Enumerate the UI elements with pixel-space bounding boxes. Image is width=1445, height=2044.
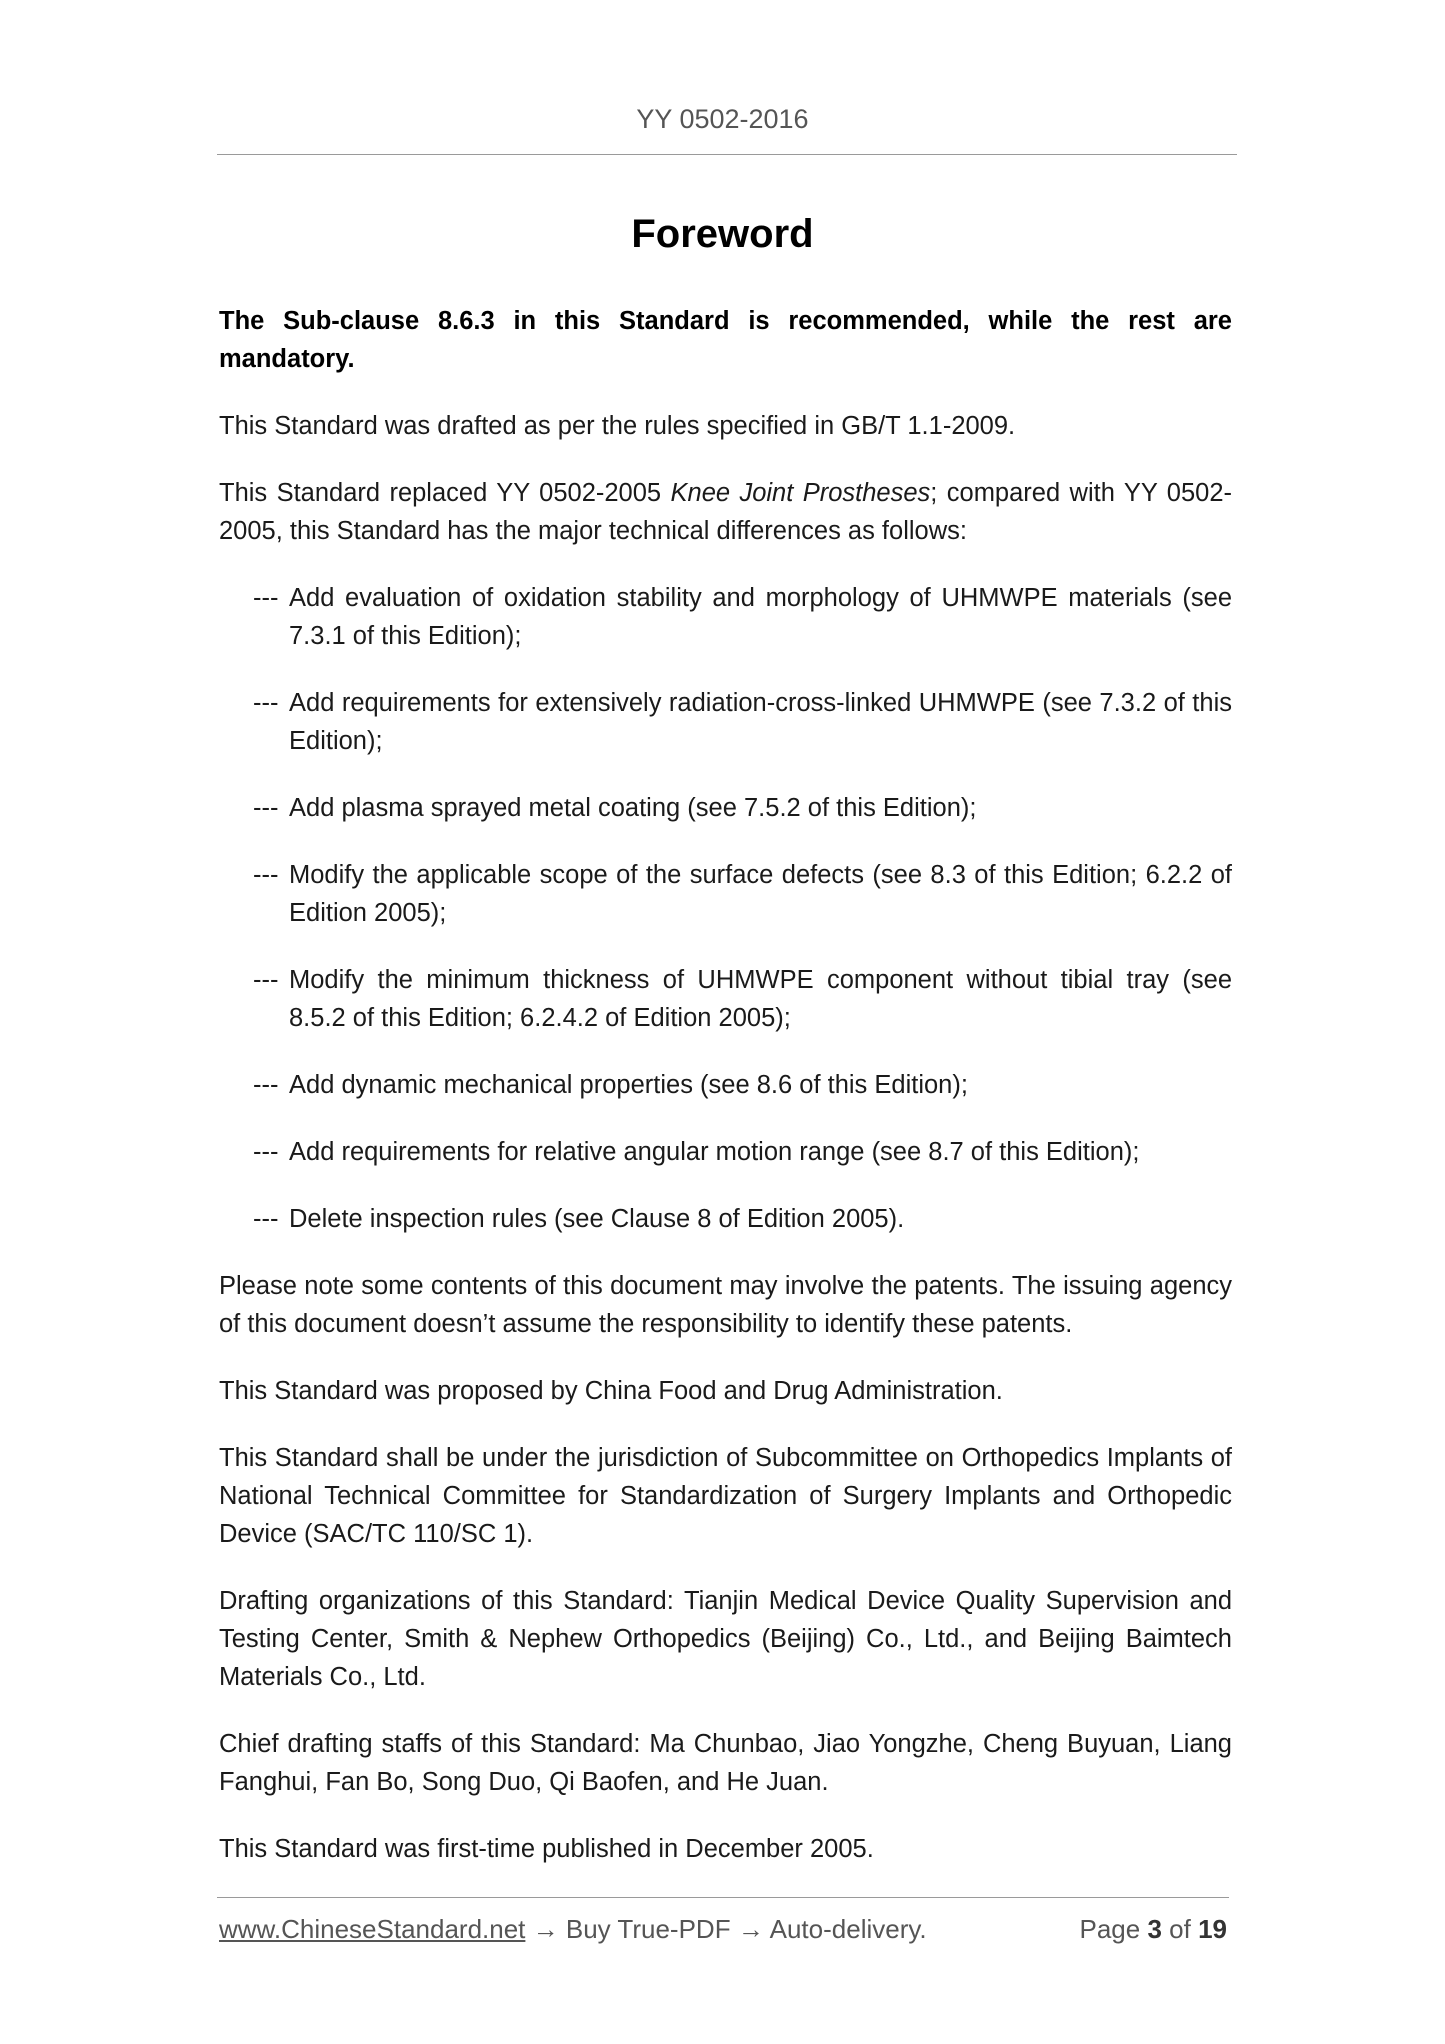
- list-item: [219, 789, 1232, 827]
- list-dash: ---: [253, 861, 279, 889]
- drafting-staff-paragraph: Chief drafting staffs of this Standard: Ma Chunbao, Jiao Yongzhe, Cheng Buyuan, Liang Fanghui, Fan Bo, Song Duo, Qi Baofen, and He Juan.: [219, 1730, 1232, 1796]
- list-dash: ---: [253, 1205, 279, 1233]
- drafting-organizations-paragraph: Drafting organizations of this Standard: Tianjin Medical Device Quality Supervision and Testing Center, Smith & Nephew Orthopedics (Beijing) Co., Ltd., and Beijing Baimtech Materials Co., Ltd.: [219, 1587, 1232, 1691]
- list-dash: ---: [253, 966, 279, 994]
- differences-list: [219, 579, 1232, 1238]
- jurisdiction-paragraph: This Standard shall be under the jurisdiction of Subcommittee on Orthopedics Implants of National Technical Committee for Standardization of Surgery Implants and Orthopedic Device (SAC/TC 110/SC 1).: [219, 1444, 1232, 1548]
- arrow-right-icon: →: [532, 1914, 559, 1944]
- list-item-text: Add requirements for extensively radiation-cross-linked UHMWPE (see 7.3.2 of this Edition);: [289, 689, 1232, 755]
- footer-divider: [217, 1897, 1229, 1898]
- total-pages-number: 19: [1198, 1914, 1227, 1944]
- list-item: [219, 1200, 1232, 1238]
- document-body: [219, 302, 1232, 1897]
- replacement-paragraph: [219, 474, 1232, 550]
- list-dash: ---: [253, 689, 279, 717]
- list-item-text: Add evaluation of oxidation stability and morphology of UHMWPE materials (see 7.3.1 of this Edition);: [289, 584, 1232, 650]
- replacement-text-after: ; compared with YY 0502-2005, this Standard has the major technical differences as follows:: [219, 479, 1232, 545]
- page-label: Page: [1079, 1914, 1141, 1944]
- arrow-right-icon: →: [737, 1914, 764, 1944]
- list-item: [219, 1066, 1232, 1104]
- mandatory-note: The Sub-clause 8.6.3 in this Standard is recommended, while the rest are mandatory.: [219, 307, 1232, 373]
- list-item: [219, 579, 1232, 655]
- list-item: [219, 684, 1232, 760]
- list-item-text: Modify the minimum thickness of UHMWPE component without tibial tray (see 8.5.2 of this Edition; 6.2.4.2 of Edition 2005);: [289, 966, 1232, 1032]
- header-divider: [217, 154, 1237, 155]
- replaced-standard-title: Knee Joint Prostheses: [670, 479, 931, 507]
- page-title: Foreword: [631, 212, 814, 256]
- patents-paragraph: Please note some contents of this document may involve the patents. The issuing agency of this document doesn’t assume the responsibility to identify these patents.: [219, 1272, 1232, 1338]
- proposer-paragraph: This Standard was proposed by China Food and Drug Administration.: [219, 1377, 1003, 1405]
- website-link[interactable]: www.ChineseStandard.net: [219, 1914, 526, 1944]
- list-item-text: Add requirements for relative angular motion range (see 8.7 of this Edition);: [289, 1138, 1140, 1166]
- first-published-paragraph: This Standard was first-time published in December 2005.: [219, 1835, 874, 1863]
- document-code-header: YY 0502-2016: [636, 104, 809, 134]
- list-dash: ---: [253, 1138, 279, 1166]
- footer-links: [219, 1914, 927, 1945]
- page-number: [1079, 1914, 1227, 1945]
- replacement-text-before: This Standard replaced YY 0502-2005: [219, 479, 671, 507]
- list-item: [219, 961, 1232, 1037]
- page-footer: [219, 1914, 1231, 1954]
- list-dash: ---: [253, 794, 279, 822]
- list-item-text: Delete inspection rules (see Clause 8 of Edition 2005).: [289, 1205, 905, 1233]
- list-item: [219, 856, 1232, 932]
- list-dash: ---: [253, 1071, 279, 1099]
- list-item-text: Add dynamic mechanical properties (see 8.6 of this Edition);: [289, 1071, 968, 1099]
- current-page-number: 3: [1147, 1914, 1162, 1944]
- list-dash: ---: [253, 584, 279, 612]
- buy-pdf-text: Buy True-PDF: [565, 1914, 731, 1944]
- auto-delivery-text: Auto-delivery.: [769, 1914, 927, 1944]
- page-of-label: of: [1169, 1914, 1191, 1944]
- list-item-text: Add plasma sprayed metal coating (see 7.5.2 of this Edition);: [289, 794, 977, 822]
- list-item: [219, 1133, 1232, 1171]
- list-item-text: Modify the applicable scope of the surface defects (see 8.3 of this Edition; 6.2.2 of Edition 2005);: [289, 861, 1232, 927]
- drafting-rules-paragraph: This Standard was drafted as per the rules specified in GB/T 1.1-2009.: [219, 412, 1016, 440]
